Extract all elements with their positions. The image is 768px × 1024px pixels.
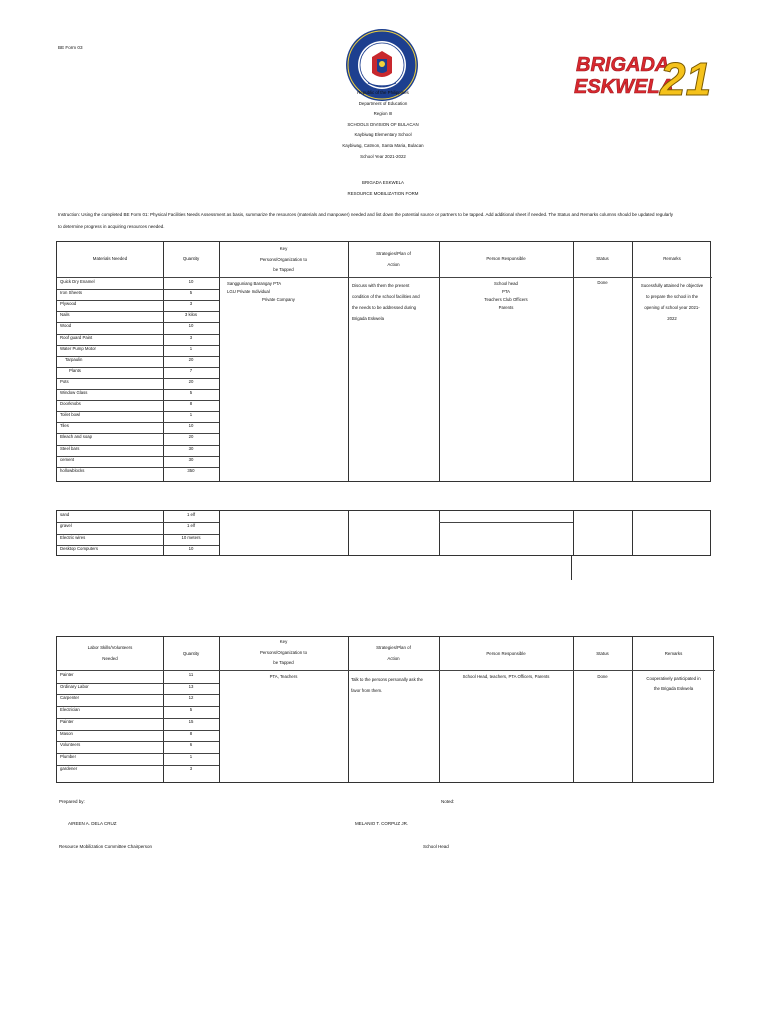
row-item: Quick Dry Enamel [60, 279, 95, 284]
row-quantity: 20 [188, 378, 194, 384]
labor-table [56, 636, 714, 783]
header-line: Department of Education [358, 100, 408, 106]
row-quantity: 10 [188, 423, 194, 429]
row-quantity: 30 [188, 445, 194, 451]
row-item: Pots [60, 378, 69, 384]
svg-text:21: 21 [660, 53, 712, 105]
col-header-quantity: Quantity [182, 651, 200, 656]
person-responsible-text: School Head, teachers, PTA Officers, Parents [462, 674, 550, 679]
row-item: Water Pump Motor [60, 345, 96, 351]
row-item: Bleach and soap [60, 434, 93, 440]
key-persons-text: PTA, Teachers [269, 674, 298, 679]
col-header-labor: Labor Skills/Volunteers Needed [87, 645, 133, 661]
row-item: Plumber [60, 753, 77, 759]
col-header-remarks: Remarks [663, 256, 681, 261]
preparer-role: Resource Mobilization Committee Chairperson [59, 844, 153, 849]
row-item: Plywood [60, 301, 77, 307]
materials-table [56, 241, 711, 482]
row-item: hollowblocks [60, 467, 85, 473]
header-line: Kaybiwag Elementary School [354, 132, 412, 138]
strategy-text: Talk to the persons personally ask the favor from them. [351, 677, 423, 693]
title-line: RESOURCE MOBILIZATION FORM [347, 190, 419, 196]
col-header-status: Status [596, 256, 609, 261]
row-item: Doorknobs [60, 401, 81, 407]
person-responsible-text: School head PTA Teachers Club Officers Parents [484, 281, 528, 310]
instruction-text: Instruction: Using the completed BE Form 01: Physical Facilities Needs Assessment as basis, summarize the resources (materials and manpower) needed and list down the potential source or partners to be tapped. Add additional sheet if needed. The Status and Remarks columns should be updated regularly to determine progress in acquiring resources needed. [58, 212, 673, 229]
stray-border [571, 556, 572, 580]
col-header-person-responsible: Person Responsible [486, 256, 526, 261]
row-item: Painter [60, 718, 74, 724]
row-quantity: 1 [189, 345, 193, 351]
row-quantity: 10 [188, 545, 194, 551]
col-header-remarks: Remarks [664, 651, 683, 656]
col-header-status: Status [596, 651, 609, 656]
row-quantity: 30 [188, 456, 194, 462]
preparer-name: AIREEN A. DELA CRUZ [68, 821, 117, 826]
school-header [230, 88, 536, 162]
row-quantity: 1 elf [186, 512, 196, 517]
row-item: Window Glass [60, 390, 88, 395]
row-item: gravel [60, 523, 72, 529]
row-quantity: 1 elf [186, 523, 196, 529]
row-item: Wood [60, 323, 72, 329]
row-item: Tarpaulin [65, 356, 83, 362]
col-header-strategies: Strategies/Plan of Action [376, 645, 411, 661]
row-item: Electrician [60, 707, 80, 713]
brigada-eskwela-logo [572, 49, 712, 105]
row-quantity: 13 [188, 683, 194, 689]
key-persons-text: Sangguniang Barangay PTA LGU Private Individual Private Company [227, 281, 295, 302]
row-item: sand [60, 512, 70, 517]
header-line: Kaybiwag, Catmon, Santa Maria, Bulacan [342, 142, 424, 148]
row-quantity: 350 [187, 467, 195, 473]
noted-label: Noted: [441, 799, 455, 804]
title-line: BRIGADA ESKWELA [362, 180, 404, 185]
row-item: Iron Sheets [60, 290, 82, 296]
row-quantity: 5 [189, 290, 193, 296]
row-quantity: 1 [189, 753, 193, 759]
row-item: gardener [60, 765, 78, 771]
row-quantity: 3 kilos [184, 312, 198, 318]
row-item: Roof guard Paint [60, 334, 93, 340]
header-line: Region III [373, 111, 393, 117]
col-header-quantity: Quantity [182, 256, 200, 261]
row-quantity: 5 [189, 390, 193, 395]
row-quantity: 12 [188, 695, 194, 701]
row-quantity: 10 meters [181, 534, 201, 540]
form-code: BE Form 03 [58, 45, 83, 50]
row-item: Plants [69, 367, 81, 373]
noter-name: MELANIO T. CORPUZ JR. [355, 821, 409, 826]
row-item: Nails [60, 312, 70, 318]
row-item: Carpenter [60, 695, 80, 701]
strategy-text: Discuss with them the present condition of the school facilities and the needs to be addressed during Brigada Eskwela [352, 283, 420, 321]
col-header-materials: Materials Needed [92, 256, 128, 261]
row-quantity: 8 [189, 401, 193, 407]
col-header-strategies: Strategies/Plan of Action [376, 251, 411, 267]
row-item: Ordinary Labor [60, 683, 89, 689]
row-item: Volunteers [60, 742, 81, 748]
col-header-person-responsible: Person Responsible [486, 651, 526, 656]
row-item: Tiles [60, 423, 69, 429]
col-header-key-persons: Key Persons/Organization to be Tapped [259, 639, 308, 665]
header-line: Republic of the Philippines [357, 90, 409, 95]
row-quantity: 1 [189, 412, 193, 418]
col-header-key-persons: Key Persons/Organization to be Tapped [259, 246, 308, 272]
remarks-text: Cooperatively participated in the Brigada Eskwela [646, 676, 701, 691]
status-text: Done [597, 674, 608, 679]
prepared-by-label: Prepared by: [59, 799, 85, 804]
row-item: cement [60, 456, 75, 462]
svg-text:ESKWELA: ESKWELA [574, 76, 674, 98]
row-quantity: 10 [188, 279, 194, 284]
row-item: Painter [60, 672, 74, 677]
row-quantity: 8 [189, 730, 193, 736]
row-quantity: 3 [189, 301, 193, 307]
row-quantity: 10 [188, 323, 194, 329]
svg-text:BRIGADA: BRIGADA [576, 54, 670, 76]
header-line: School Year 2021-2022 [360, 153, 406, 159]
row-item: Electric wires [60, 534, 86, 540]
row-quantity: 11 [188, 672, 194, 677]
row-quantity: 20 [188, 356, 194, 362]
row-quantity: 15 [188, 718, 194, 724]
header-line: SCHOOLS DIVISION OF BULACAN [347, 121, 419, 127]
row-item: Desktop Computers [60, 545, 98, 551]
status-text: Done [597, 280, 608, 285]
row-item: Steel bars [60, 445, 80, 451]
row-quantity: 6 [189, 742, 193, 748]
row-item: Mason [60, 730, 73, 736]
materials-table-continued [56, 510, 711, 556]
row-quantity: 3 [189, 334, 193, 340]
row-quantity: 7 [189, 367, 193, 373]
remarks-text: Sucessfully attained he objective to prepare the school in the opening of school year 2021- 2022 [640, 283, 704, 321]
row-quantity: 5 [189, 707, 193, 713]
form-title [230, 178, 536, 199]
noter-role: School Head [423, 844, 449, 849]
row-quantity: 3 [189, 765, 193, 771]
row-item: Toilet bowl [60, 412, 81, 418]
row-quantity: 20 [188, 434, 194, 440]
